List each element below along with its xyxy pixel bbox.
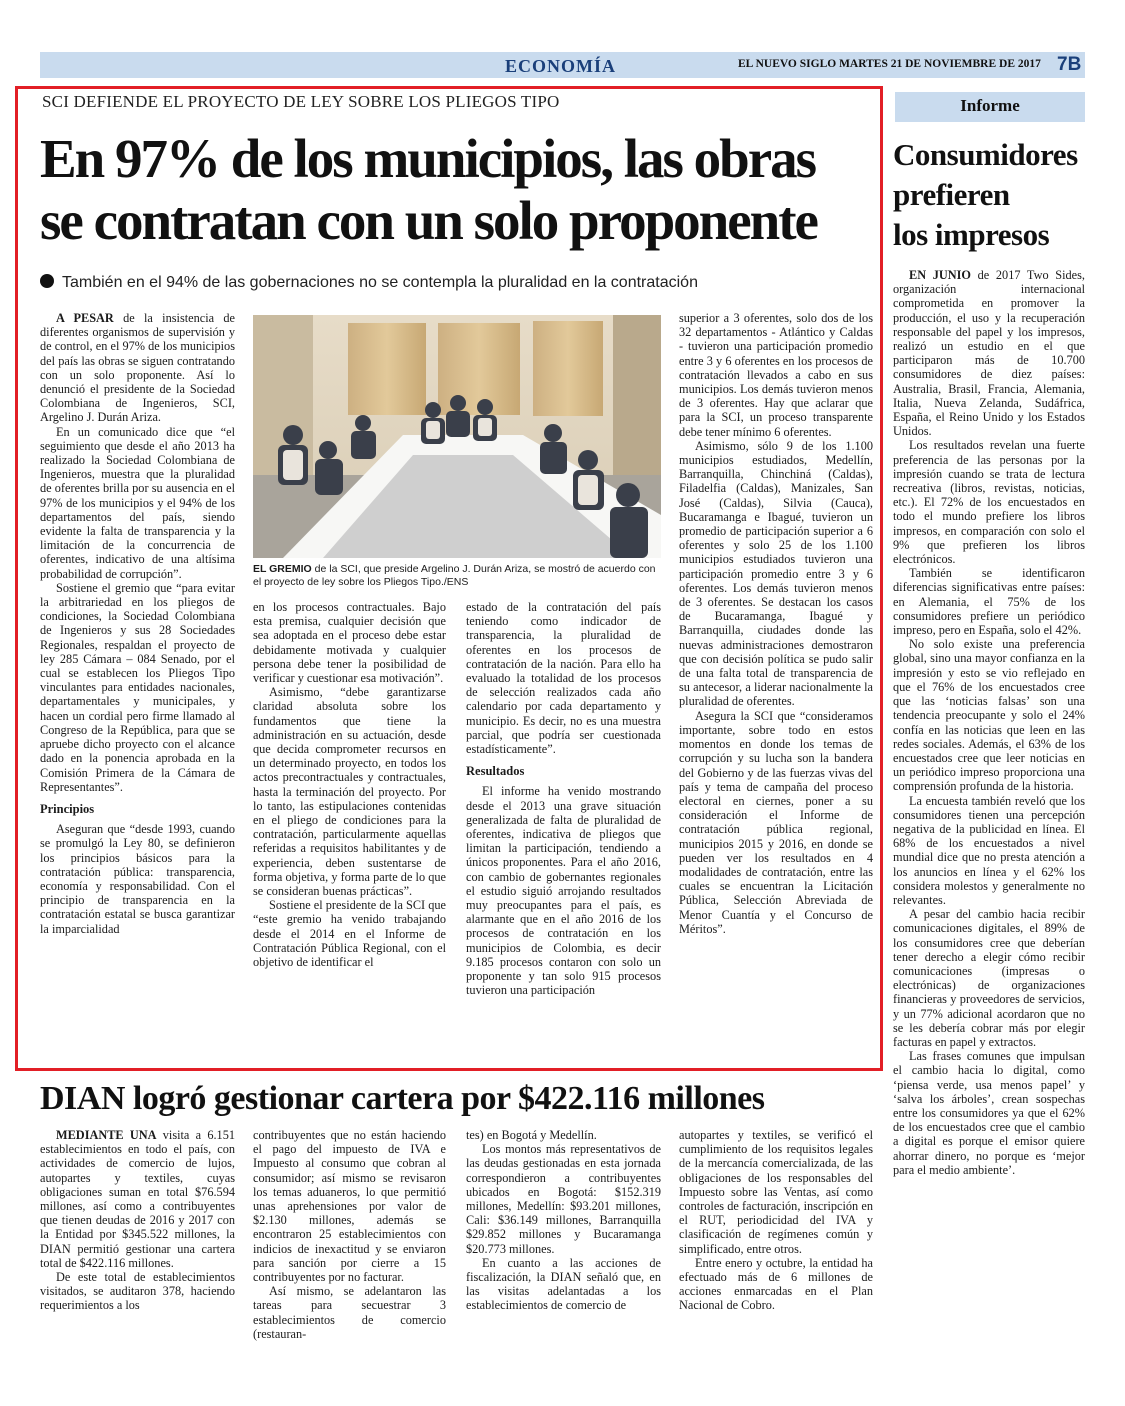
paragraph: De este total de establecimientos visitados, se auditaron 378, haciendo requerimientos a los: [40, 1270, 235, 1313]
paragraph: Entre enero y octubre, la entidad ha efectuado más de 6 millones de acciones enmarcadas en el Plan Nacional de Cobro.: [679, 1255, 873, 1313]
paragraph: No solo existe una preferencia global, sino una mayor confianza en la impresión y esto se vio reflejado en que el 76% de los encuestados cree que las ‘noticias falsas’ son una tendencia preocupante y solo el 24% confía en las noticias que leen en las redes sociales. Además, el 63% de los encuestados cree que leer noticias en un periódico impreso proporciona una comprensión profunda de la historia.: [893, 637, 1085, 794]
paragraph: La encuesta también reveló que los consumidores tienen una percepción negativa de la publicidad en línea. El 68% de los encuestados a nivel mundial dice que no presta atención a los anuncios en línea y el 62% los considera molestos y generalmente no relevantes.: [893, 793, 1085, 907]
paragraph: Aseguran que “desde 1993, cuando se promulgó la Ley 80, se definieron los principios básicos para la contratación pública: transparencia, economía y responsabilidad. Con el principio de transparencia en la contratación estatal se busca garantizar la imparcialidad: [40, 822, 235, 936]
section-name: ECONOMÍA: [505, 56, 616, 76]
lead-in: A PESAR: [56, 311, 114, 325]
article-column-1: [40, 311, 235, 1059]
headline-line-2: se contratan con un solo proponente: [40, 190, 817, 251]
paragraph: Asimismo, sólo 9 de los 1.100 municipios estudiados, Medellín, Barranquilla, Chinchiná (Caldas), Filadelfia (Caldas), Manizales, San José (Caldas), Silvia (Cauca), Bucaramanga e Ibagué, tuvieron un promedio de participación superior a 6 oferentes y solo 25 de los 1.100 municipios estudiados tuvieron una participación promedio entre 3 y 6 oferentes. Los demás tuvieron menos de 3 oferentes. Se destacan los casos de Bucaramanga, Ibagué y Barranquilla, ciudades donde las nuevas administraciones demostraron que con decisión política se pudo salir de una falta total de transparencia de su antecesor, a liderar nacionalmente la pluralidad de oferentes.: [679, 438, 873, 709]
article-column-2: [253, 600, 446, 1059]
article-summary: [40, 274, 698, 292]
caption-text: de la SCI, que preside Argelino J. Durán Ariza, se mostró de acuerdo con el proyecto de ley sobre los Pliegos Tipo./ENS: [253, 563, 656, 588]
page-number: 7B: [1057, 54, 1082, 75]
paragraph: También se identificaron diferencias significativas entre países: en Alemania, el 75% de los consumidores prefiere un periódico impreso, pero en España, solo el 42%.: [893, 566, 1085, 638]
sidebar-title-line-1: Consumidores: [893, 137, 1078, 172]
subheading: Principios: [40, 801, 95, 816]
article-column-4: [679, 311, 873, 1059]
dateline: EL NUEVO SIGLO MARTES 21 DE NOVIEMBRE DE 2017: [738, 58, 1041, 70]
caption-lead: EL GREMIO: [253, 563, 312, 575]
paragraph: Asimismo, “debe garantizarse claridad absoluta sobre los fundamentos que tiene la administración en su actuación, desde que decida comprometer recursos en un determinado proyecto, en todos los actos precontractuales y contractuales, hasta la terminación del proyecto. Por lo tanto, las estipulaciones contenidas en el pliego de condiciones para la contratación, particularmente aquellas referidas a requisitos habilitantes y de experiencia, deben sustentarse de forma objetiva, y forma parte de lo que se consideran buenas prácticas”.: [253, 685, 446, 899]
dian-column-2: [253, 1128, 446, 1350]
paragraph: contribuyentes que no están haciendo el pago del impuesto de IVA e Impuesto al consumo que cobran al consumidor; así mismo se revisaron los temas aduaneros, lo que permitió unas aprehensiones por valor de $2.130 millones, además se encontraron 25 establecimientos con indicios de inexactitud y se enviaron para sanción por cierre a 15 contribuyentes por no facturar.: [253, 1128, 446, 1285]
summary-text: También en el 94% de las gobernaciones no se contempla la pluralidad en la contratación: [62, 274, 698, 291]
dian-column-3: [466, 1128, 661, 1350]
paragraph: Sostiene el presidente de la SCI que “este gremio ha venido trabajando desde el 2014 en el Informe de Contratación Pública Regional, con el objetivo de identificar el: [253, 898, 446, 970]
headline-line-1: En 97% de los municipios, las obras: [40, 128, 816, 189]
photo-caption: [253, 563, 661, 589]
paragraph: de la insistencia de diferentes organismos de supervisión y de control, en el 97% de los municipios del país las obras se siguen contratando con un solo proponente. Así lo denunció el presidente de la Sociedad Colombiana de Ingenieros, SCI, Argelino J. Durán Ariza.: [40, 311, 235, 425]
paragraph: En cuanto a las acciones de fiscalización, la DIAN señaló que, en las visitas adelantadas a los establecimientos de comercio de: [466, 1255, 661, 1313]
paragraph: superior a 3 oferentes, solo dos de los 32 departamentos - Atlántico y Caldas - tuvieron una participación promedio entre 3 y 6 oferentes en los procesos de contratación llevados a cabo en sus municipios. Los demás tuvieron menos de 3 oferentes. Hay que aclarar que para la SCI, un proceso transparente debe tener mínimo 6 oferentes.: [679, 311, 873, 439]
article-kicker: SCI DEFIENDE EL PROYECTO DE LEY SOBRE LOS PLIEGOS TIPO: [42, 92, 560, 111]
sidebar-column: [893, 268, 1085, 1350]
paragraph: El informe ha venido mostrando desde el 2013 una grave situación generalizada de falta de pluralidad de oferentes, indicativa de pliegos que limitan la participación, tendiendo a únicos proponentes. Para el año 2016, con cambio de gobernantes regionales el estudio siguió arrojando resultados muy preocupantes para el país, es alarmante que en el año 2016 de los procesos de contratación en los municipios de Colombia, es decir 9.185 procesos contaron con solo un proponente y tan solo 915 procesos tuvieron una participación: [466, 784, 661, 998]
sidebar-title-line-2: prefieren: [893, 177, 1010, 212]
bullet-icon: [40, 274, 54, 288]
paragraph: A pesar del cambio hacia recibir comunicaciones digitales, el 89% de los consumidores cree que deberían tener derecho a elegir cómo recibir comunicaciones (impresas o electrónicas) de organizaciones financieras y proveedores de servicios, y un 77% adicional acordaron que no se les debería cobrar más por elegir facturas en papel y extractos.: [893, 907, 1085, 1049]
paragraph: Asegura la SCI que “consideramos importante, sobre todo en estos momentos en donde los temas de corrupción y su lucha son la bandera del Gobierno y de las fuerzas vivas del país y tema de campaña del proceso electoral en ciernes, poner a su consideración el Informe de contratación pública regional, municipios 2015 y 2016, en donde se pueden ver los resultados en 4 modalidades de contratación, entre las cuales se encuentran la Licitación Pública, Selección Abreviada de Menor Cuantía y el Concurso de Méritos”.: [679, 708, 873, 936]
dian-column-1: [40, 1128, 235, 1350]
sidebar-label: Informe: [960, 96, 1020, 115]
paragraph: Los resultados revelan una fuerte preferencia de las personas por la impresión cuando se trata de lectura recreativa (libros, revistas, noticias, etc.). El 72% de los encuestados en todo el mundo prefiere los libros impresos, en comparación con solo el 9% que prefieren los libros electrónicos.: [893, 438, 1085, 567]
paragraph: Sostiene el gremio que “para evitar la arbitrariedad en los pliegos de condiciones, la Sociedad Colombiana de Ingenieros y sus 28 Sociedades Regionales, respaldan el proyecto de ley 285 Cámara – 084 Senado, por el cual se establecen los Pliegos Tipo vinculantes para entidades nacionales, departamentales y municipales, y hacen un cordial pero firme llamado al Congreso de la República, para que se apruebe dicho proyecto con el alcance dado en la ponencia aprobada en la Comisión Primera de la Cámara de Representantes”.: [40, 580, 235, 794]
subheading: Resultados: [466, 764, 525, 779]
article-column-3: [466, 600, 661, 1059]
paragraph: Las frases comunes que impulsan el cambio hacia lo digital, como ‘piensa verde, usa menos papel’ y ‘salva los árboles’, crean sospechas entre los consumidores ya que el 62% de los encuestados cree que el cambio a digital es porque el emisor quiere ahorrar dinero, no porque es ‘mejor para el medio ambiente’.: [893, 1049, 1085, 1177]
paragraph: de 2017 Two Sides, organización internacional comprometida en promover la producción, el uso y la recuperación responsable del papel y los impresos, realizó un estudio en el que participaron más de 10.700 consumidores de diez países: Australia, Brasil, Francia, Alemania, Italia, Nueva Zelanda, Sudáfrica, España, el Reino Unido y los Estados Unidos.: [893, 268, 1085, 439]
paragraph: Los montos más representativos de las deudas gestionadas en esta jornada correspondieron a contribuyentes ubicados en Bogotá: $152.319 millones, Medellín: $93.201 millones, Cali: $36.149 millones, Barranquilla $29.852 millones y Bucaramanga $20.773 millones.: [466, 1142, 661, 1256]
paragraph: en los procesos contractuales. Bajo esta premisa, cualquier decisión que sea adoptada en el proceso debe estar debidamente motivada y cualquier persona debe tener la posibilidad de verificar y cuestionar esa motivación”.: [253, 600, 446, 686]
paragraph: estado de la contratación del país teniendo como indicador de transparencia, la pluralidad de oferentes en los procesos de contratación de la nación. Para ello ha evaluado la totalidad de los procesos de selección realizados cada año calendario por cada departamento y municipio. Es decir, no es una muestra parcial, que podría ser cuestionada estadísticamente”.: [466, 600, 661, 757]
lead-in: EN JUNIO: [909, 268, 971, 282]
paragraph: En un comunicado dice que “el seguimiento que desde el año 2013 ha realizado la Sociedad Colombiana de Ingenieros, muestra que la pluralidad de oferentes brilla por su ausencia en el 97% de los municipios y el 94% de los departamentos del país, siendo evidente la falta de transparencia y la limitación de la concurrencia de oferentes, indicativo de una altísima probabilidad de corrupción”.: [40, 424, 235, 581]
paragraph: visita a 6.151 establecimientos en todo el país, con actividades de comercio de lujos, autopartes y textiles, cuyas obligaciones suman en total $76.594 millones, así como a contribuyentes que tienen deudas de 2016 y 2017 con la Entidad por $345.522 millones, la DIAN permitió gestionar una cartera total de $422.116 millones.: [40, 1128, 235, 1270]
paragraph: autopartes y textiles, se verificó el cumplimiento de los requisitos legales de la mercancía comercializada, de las obligaciones de los responsables del Impuesto sobre las Ventas, así como controles de facturación, inscripción en el RUT, periodicidad del IVA y clasificación de regímenes común y simplificado, entre otros.: [679, 1128, 873, 1256]
sidebar-title-line-3: los impresos: [893, 217, 1050, 252]
dian-column-4: [679, 1128, 873, 1350]
paragraph: tes) en Bogotá y Medellín.: [466, 1128, 597, 1142]
dian-headline: DIAN logró gestionar cartera por $422.116 millones: [40, 1080, 765, 1117]
article-headline: [40, 128, 870, 252]
paragraph: Así mismo, se adelantaron las tareas para secuestrar 3 establecimientos de comercio (restauran-: [253, 1284, 446, 1341]
meeting-photo: [253, 315, 661, 558]
lead-in: MEDIANTE UNA: [56, 1128, 157, 1142]
sidebar-title: [893, 135, 1083, 255]
